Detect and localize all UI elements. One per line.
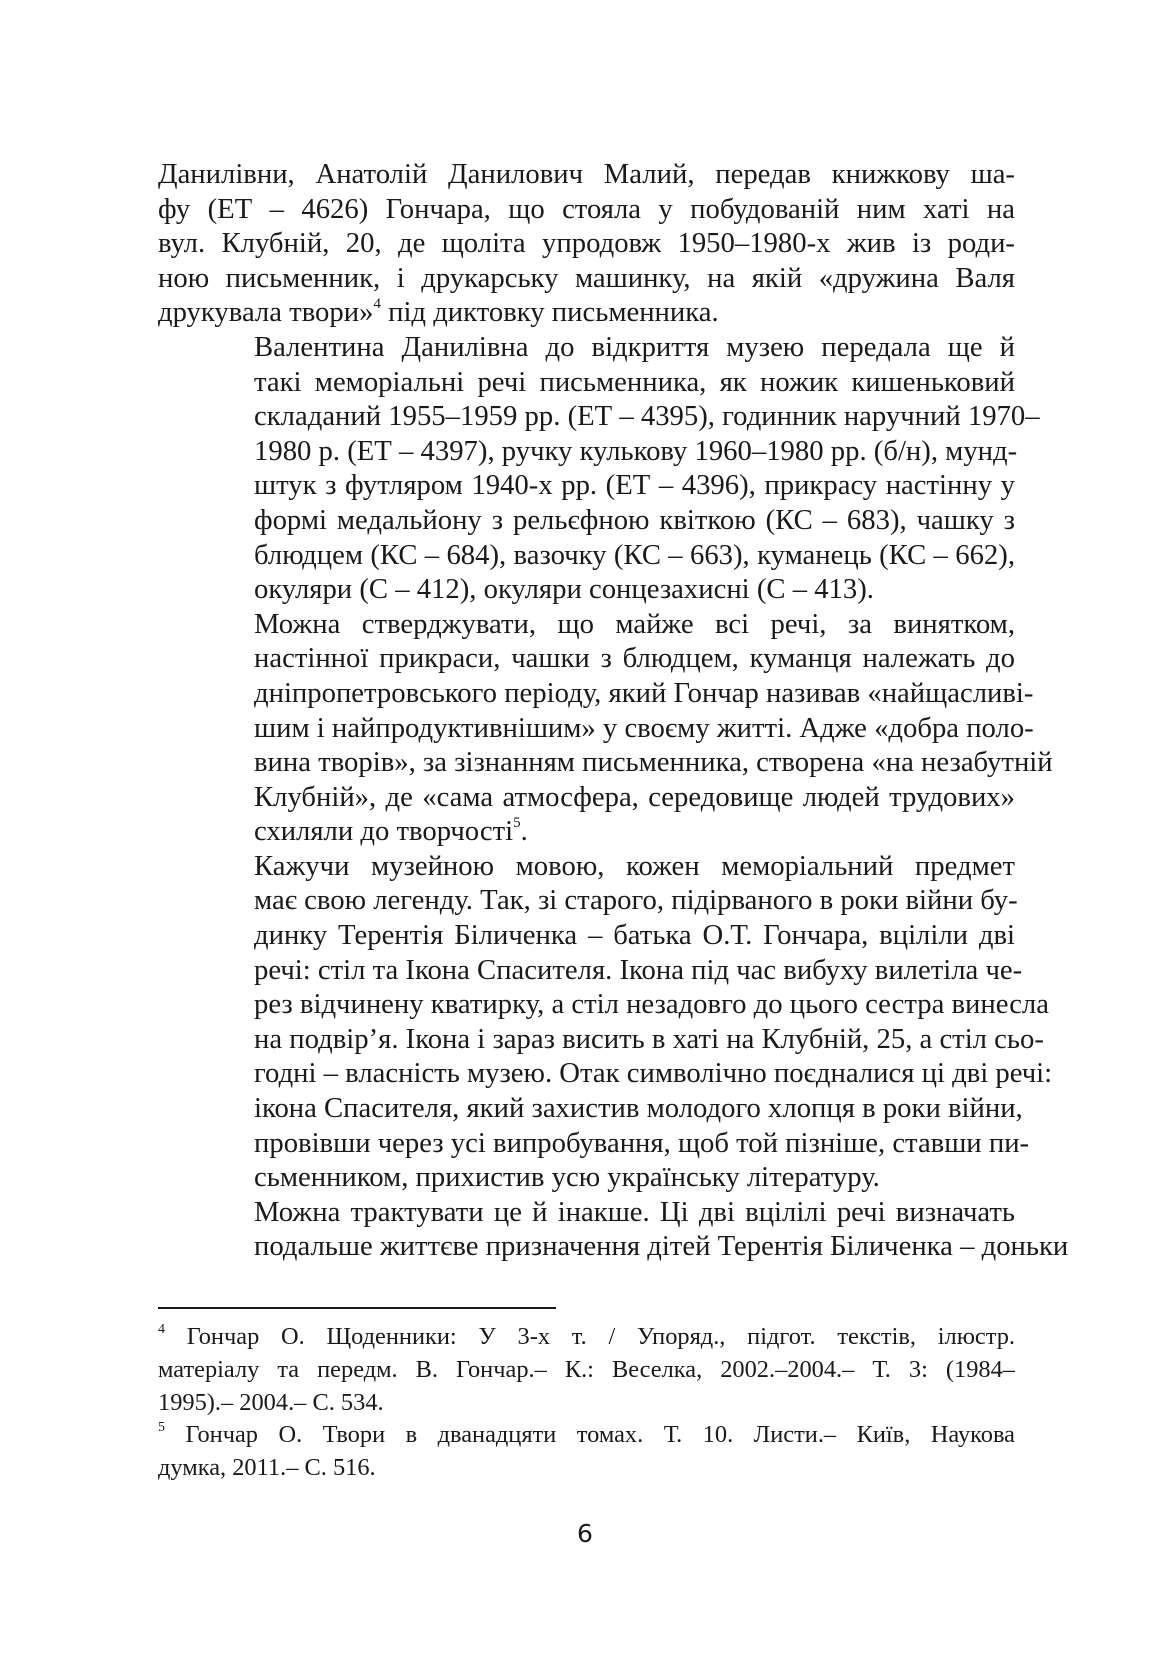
text-line: Кажучи музейною мовою, кожен меморіальний предмет [254,849,1015,882]
text-line: на подвір’я. Ікона і зараз висить в хаті на Клубній, 25, а стіл сьо- [254,1022,1044,1055]
paragraph-5 [158,1195,1069,1264]
text-line: динку Терентія Біличенка – батька О.Т. Гончара, вціліли дві [254,919,1015,952]
paragraph-2 [158,330,1040,607]
text-line: ікона Спасителя, який захистив молодого хлопця в роки війни, [254,1092,1023,1125]
footnote-ref-4: 4 [373,296,381,313]
text-segment: схиляли до творчості [254,815,514,848]
text-line: годні – власність музею. Отак символічно поєдналися ці дві речі: [254,1057,1053,1090]
text-line: блюдцем (КС – 684), вазочку (КС – 663), куманець (КС – 662), [254,538,1015,571]
text-line: Клубній», де «сама атмосфера, середовище людей трудових» [254,780,1015,813]
text-line: 1980 р. (ЕТ – 4397), ручку кулькову 1960–1980 рр. (б/н), мунд- [254,434,1018,467]
text-line: фу (ЕТ – 4626) Гончара, що стояла у побудованій ним хаті на [158,192,1015,225]
text-line: такі меморіальні речі письменника, як ножик кишеньковий [254,365,1015,398]
text-line: Валентина Данилівна до відкриття музею передала ще й [254,330,1015,363]
text-line: сьменником, прихистив усю українську літературу. [254,1161,880,1194]
text-line: Можна трактувати це й інакше. Ці дві вцілілі речі визначать [254,1195,1015,1228]
text-line: провівши через усі випробування, щоб той пізніше, ставши пи- [254,1126,1030,1159]
text-line: складаний 1955–1959 рр. (ЕТ – 4395), годинник наручний 1970– [254,400,1040,433]
text-line: схиляли до творчості$^5$. [254,815,528,848]
footnote-line: 1995).– 2004.– С. 534. [158,1388,384,1416]
text-line: має свою легенду. Так, зі старого, підірваного в роки війни бу- [254,884,1018,917]
text-segment: друкувала твори» [158,296,374,329]
text-segment: під диктовку письменника. [388,296,719,329]
body-text [158,157,1069,1264]
page-number: 6 [577,1519,593,1548]
footnote-line [158,1419,1015,1452]
footnote-line [158,1321,1015,1354]
paragraph-4 [158,849,1053,1195]
footnote-mark-4: 4 [158,1322,165,1337]
paragraph-3 [158,607,1053,849]
footnote-line: матеріалу та передм. В. Гончар.– К.: Веселка, 2002.–2004.– Т. 3: (1984– [158,1355,1015,1383]
text-segment: Гончар О. Твори в дванадцяти томах. Т. 10. Листи.– Київ, Наукова [185,1421,1015,1449]
footnote-5 [158,1419,1015,1485]
paragraph-1 [158,157,1015,330]
text-line: рез відчинену кватирку, а стіл незадовго до цього сестра винесла [254,988,1049,1021]
text-line [158,295,1015,330]
text-line: окуляри (С – 412), окуляри сонцезахисні (С – 413). [254,573,874,606]
text-line: речі: стіл та Ікона Спасителя. Ікона під час вибуху вилетіла че- [254,953,1023,986]
text-line: дніпропетровського періоду, який Гончар називав «найщасливі- [254,676,1034,709]
footnote-ref-5: 5 [513,815,521,832]
text-line: Данилівни, Анатолій Данилович Малий, передав книжкову ша- [158,158,1015,190]
text-line: настінної прикраси, чашки з блюдцем, куманця належать до [254,642,1015,675]
footnote-4 [158,1321,1015,1419]
text-line: шим і найпродуктивнішим» у своєму житті. Адже «добра поло- [254,711,1034,744]
footnote-separator [158,1307,556,1309]
text-line: подальше життєве призначення дітей Терентія Біличенка – доньки [254,1230,1069,1263]
footnote-line: думка, 2011.– С. 516. [158,1454,376,1482]
text-line: ною письменник, і друкарську машинку, на якій «дружина Валя [158,261,1015,294]
text-line: вина творів», за зізнанням письменника, створена «на незабутній [254,746,1053,779]
text-segment: Гончар О. Щоденники: У 3-х т. / Упоряд., підгот. текстів, ілюстр. [186,1323,1015,1350]
text-line: Можна стверджувати, що майже всі речі, за винятком, [254,607,1015,640]
text-line: штук з футляром 1940-х рр. (ЕТ – 4396), прикрасу настінну у [254,469,1015,502]
footnotes [158,1321,1015,1485]
text-line: формі медальйону з рельєфною квіткою (КС – 683), чашку з [254,503,1015,536]
text-line: вул. Клубній, 20, де щоліта упродовж 1950–1980-х жив із роди- [158,227,1015,260]
footnote-mark-5: 5 [158,1420,165,1436]
